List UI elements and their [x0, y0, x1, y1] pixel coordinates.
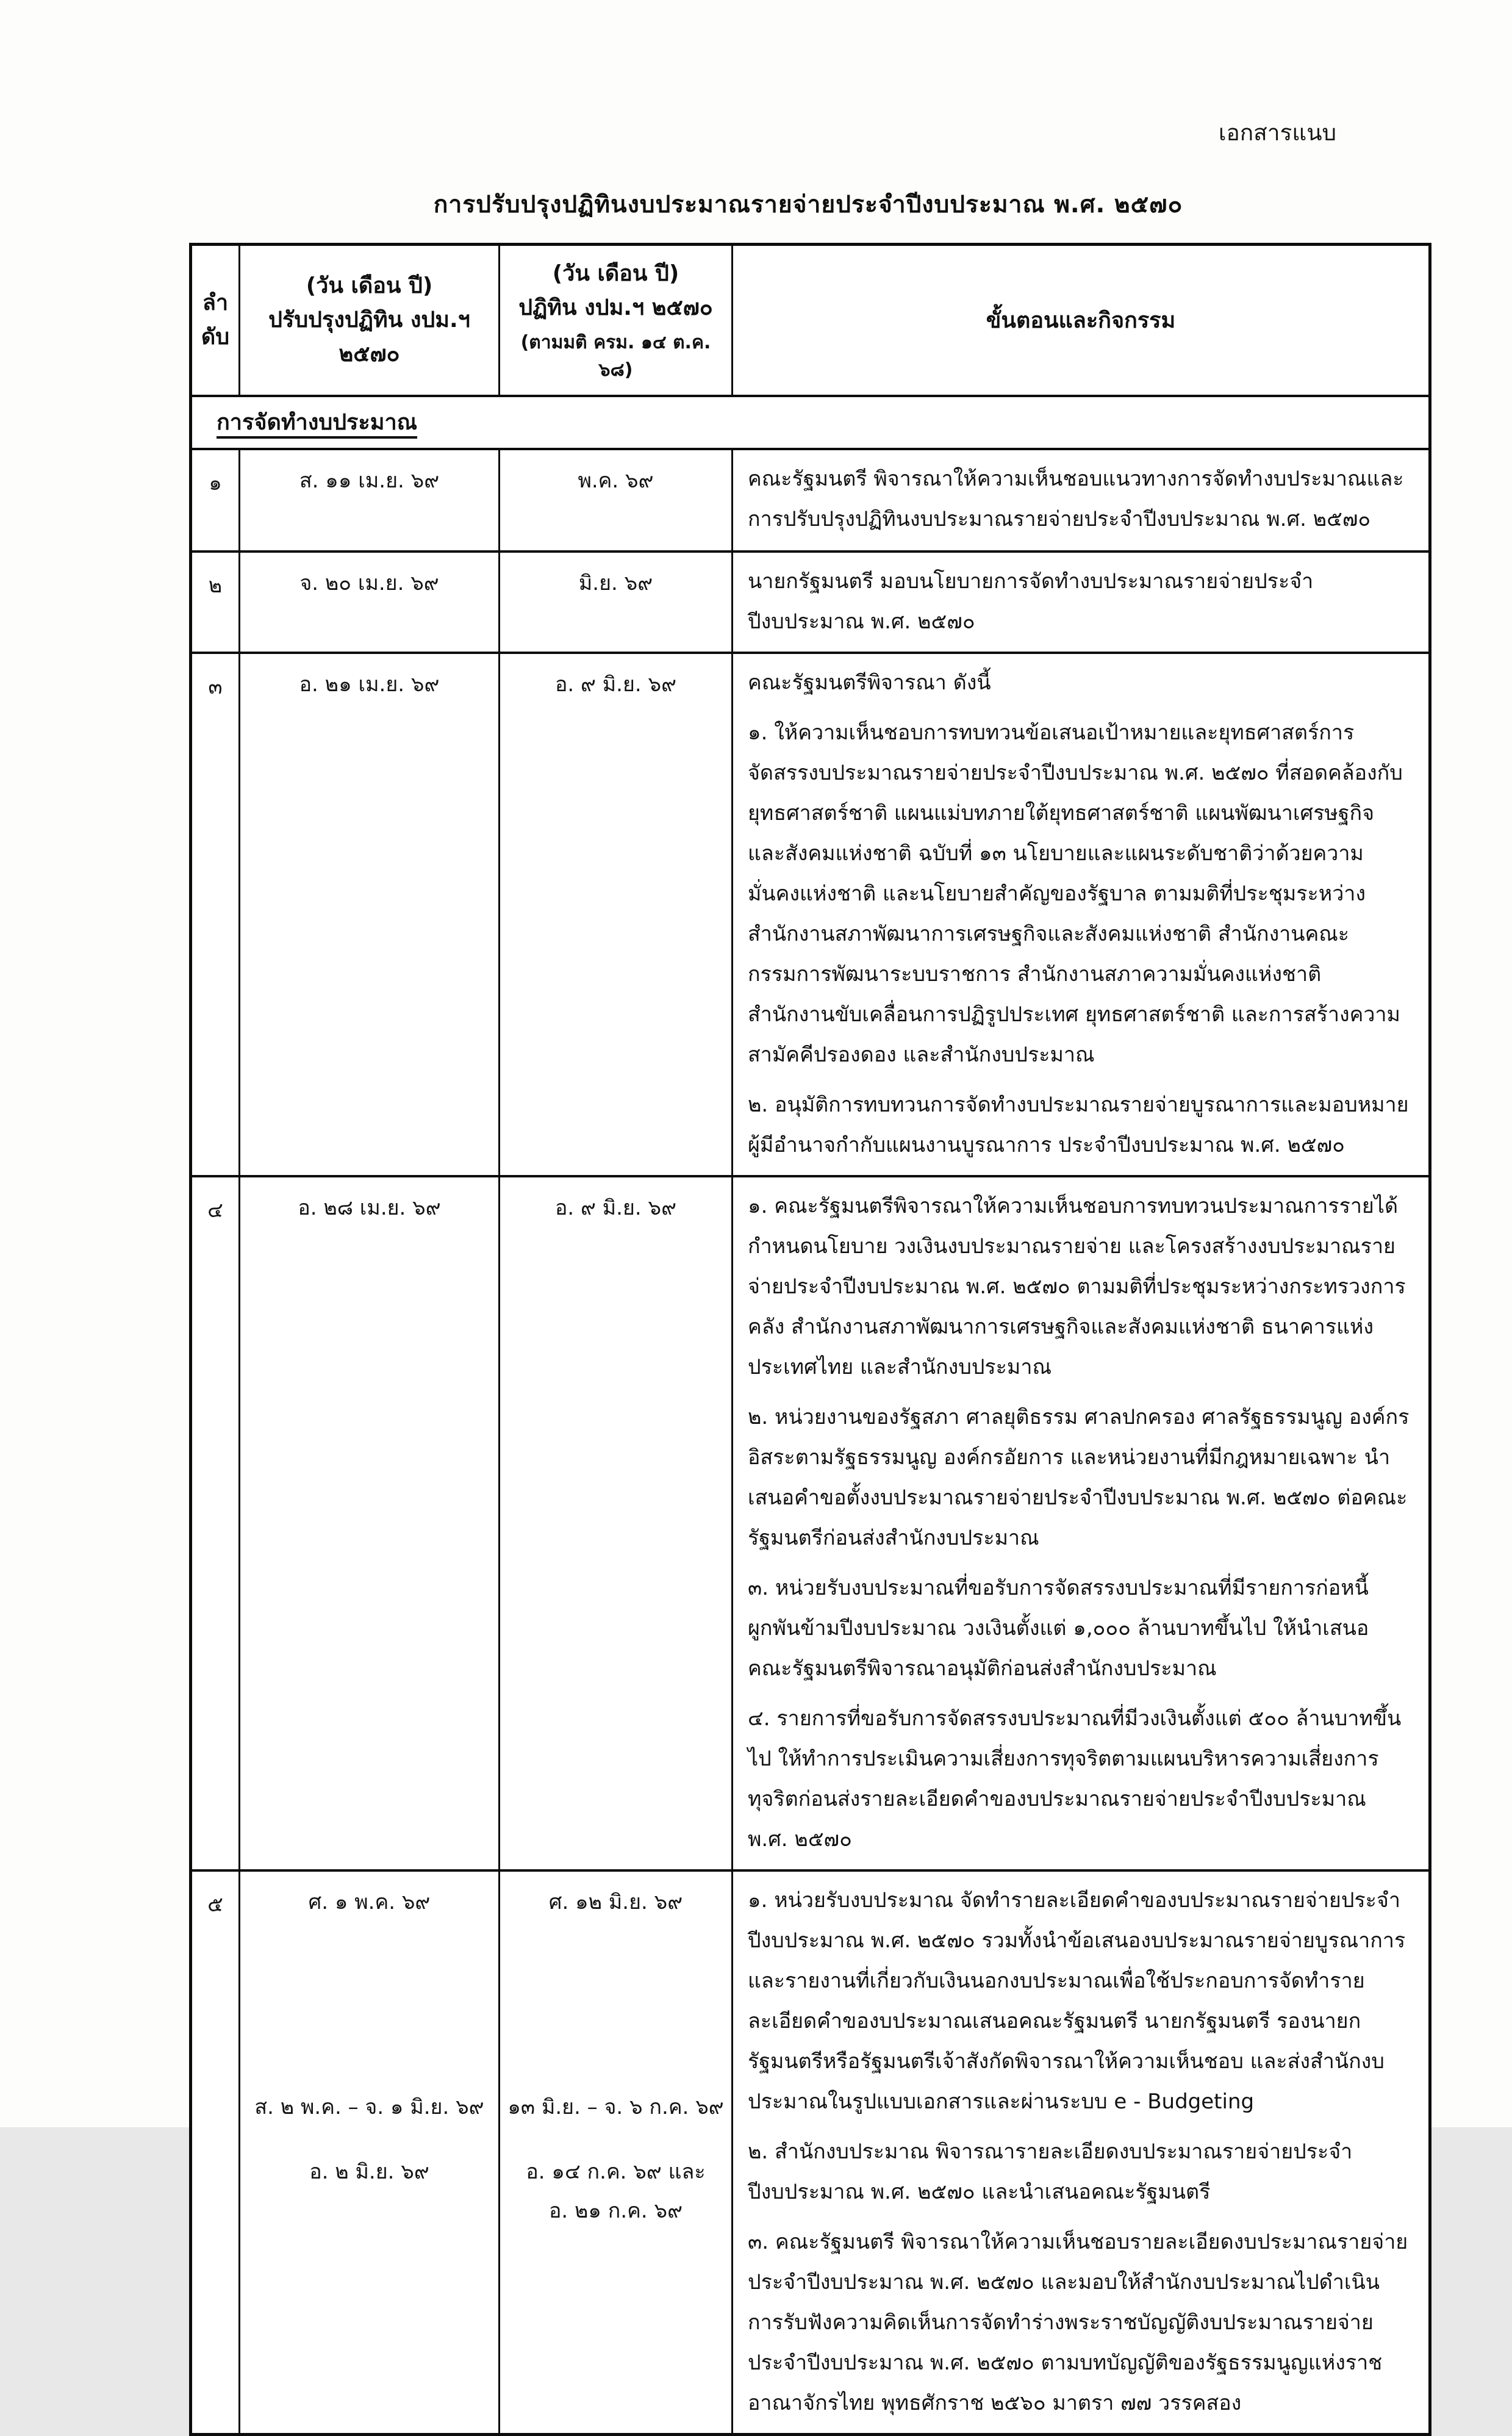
original-date: อ. ๙ มิ.ย. ๖๙ [555, 672, 676, 697]
col-header-original-line1: (วัน เดือน ปี) [552, 261, 679, 286]
attachment-label: เอกสารแนบ [1218, 120, 1336, 146]
activity-cell [733, 653, 1430, 1176]
original-date: อ. ๒๑ ก.ค. ๖๙ [548, 2198, 683, 2223]
original-date: ศ. ๑๒ มิ.ย. ๖๙ [548, 1889, 683, 1914]
col-header-revised-line1: (วัน เดือน ปี) [306, 273, 433, 299]
original-date: ๑๓ มิ.ย. – จ. ๖ ก.ค. ๖๙ [507, 2094, 724, 2119]
revised-date: อ. ๒ มิ.ย. ๖๙ [309, 2159, 429, 2184]
activity-paragraph: ๓. คณะรัฐมนตรี พิจารณาให้ความเห็นชอบรายละเอียดงบประมาณรายจ่ายประจำปีงบประมาณ พ.ศ. ๒๕๗๐ และมอบให้สำนักงบประมาณไปดำเนินการรับฟังความคิดเห็นการจัดทำร่างพระราชบัญญัติงบประมาณรายจ่ายประจำปีงบประมาณ พ.ศ. ๒๕๗๐ ตามบทบัญญัติของรัฐธรรมนูญแห่งราชอาณาจักรไทย พุทธศักราช ๒๕๖๐ มาตรา ๗๗ วรรคสอง [748, 2229, 1408, 2415]
revised-date: จ. ๒๐ เม.ย. ๖๙ [299, 570, 439, 595]
activity-paragraph: นายกรัฐมนตรี มอบนโยบายการจัดทำงบประมาณรายจ่ายประจำปีงบประมาณ พ.ศ. ๒๕๗๐ [748, 569, 1314, 634]
original-date: มิ.ย. ๖๙ [578, 570, 653, 595]
table-row [191, 653, 1430, 1176]
original-date-cell [500, 653, 733, 1176]
table-row [191, 449, 1430, 552]
activity-cell [733, 449, 1430, 552]
col-header-revised-line2: ปรับปรุงปฏิทิน งปม.ฯ ๒๕๗๐ [268, 307, 470, 367]
col-header-original-calendar [500, 245, 733, 396]
revised-date: ส. ๒ พ.ค. – จ. ๑ มิ.ย. ๖๙ [254, 2094, 484, 2119]
section-title: การจัดทำงบประมาณ [217, 410, 417, 439]
activity-paragraph: ๑. หน่วยรับงบประมาณ จัดทำรายละเอียดคำของบประมาณรายจ่ายประจำปีงบประมาณ พ.ศ. ๒๕๗๐ รวมทั้งนำข้อเสนองบประมาณรายจ่ายบูรณาการและรายงานที่เกี่ยวกับเงินนอกงบประมาณเพื่อใช้ประกอบการจัดทำรายละเอียดคำของบประมาณเสนอคณะรัฐมนตรี นายกรัฐมนตรี รองนายกรัฐมนตรีหรือรัฐมนตรีเจ้าสังกัดพิจารณาให้ความเห็นชอบ และส่งสำนักงบประมาณในรูปแบบเอกสารและผ่านระบบ e - Budgeting [748, 1888, 1406, 2114]
table-row [191, 552, 1430, 653]
activity-paragraph: ๓. หน่วยรับงบประมาณที่ขอรับการจัดสรรงบประมาณที่มีรายการก่อหนี้ผูกพันข้ามปีงบประมาณ วงเงินตั้งแต่ ๑,๐๐๐ ล้านบาทขึ้นไป ให้นำเสนอคณะรัฐมนตรีพิจารณาอนุมัติก่อนส่งสำนักงบประมาณ [748, 1575, 1369, 1681]
activity-paragraph: ๒. สำนักงบประมาณ พิจารณารายละเอียดงบประมาณรายจ่ายประจำปีงบประมาณ พ.ศ. ๒๕๗๐ และนำเสนอคณะรัฐมนตรี [748, 2139, 1353, 2204]
revised-date: ส. ๑๑ เม.ย. ๖๙ [299, 468, 440, 493]
col-header-sequence-line2: ดับ [201, 324, 230, 350]
revised-date-cell [240, 449, 500, 552]
row-number: ๔ [191, 1176, 240, 1870]
revised-date-cell [240, 653, 500, 1176]
revised-date: อ. ๒๑ เม.ย. ๖๙ [299, 672, 440, 697]
activity-cell [733, 1870, 1430, 2435]
activity-paragraph: คณะรัฐมนตรีพิจารณา ดังนี้ [748, 670, 991, 695]
header-row [191, 245, 1430, 396]
page-title: การปรับปรุงปฏิทินงบประมาณรายจ่ายประจำปีงบประมาณ พ.ศ. ๒๕๗๐ [433, 191, 1183, 218]
row-number: ๓ [191, 653, 240, 1176]
table-row [191, 1870, 1430, 2435]
original-date-cell [500, 1176, 733, 1870]
revised-date: อ. ๒๘ เม.ย. ๖๙ [298, 1195, 441, 1220]
revised-date-cell [240, 552, 500, 653]
col-header-steps-activities: ขั้นตอนและกิจกรรม [733, 245, 1430, 396]
col-header-sequence [191, 245, 240, 396]
original-date: อ. ๙ มิ.ย. ๖๙ [555, 1195, 676, 1220]
activity-cell [733, 552, 1430, 653]
row-number: ๑ [191, 449, 240, 552]
original-date: พ.ค. ๖๙ [578, 468, 654, 493]
activity-paragraph: คณะรัฐมนตรี พิจารณาให้ความเห็นชอบแนวทางการจัดทำงบประมาณและการปรับปรุงปฏิทินงบประมาณรายจ่ายประจำปีงบประมาณ พ.ศ. ๒๕๗๐ [748, 466, 1404, 531]
revised-date-cell [240, 1870, 500, 2435]
table-row [191, 1176, 1430, 1870]
col-header-original-line2: ปฏิทิน งปม.ฯ ๒๕๗๐ [518, 295, 713, 320]
revised-date: ศ. ๑ พ.ค. ๖๙ [308, 1889, 431, 1914]
section-row [191, 396, 1430, 449]
col-header-original-line3: (ตามมติ ครม. ๑๔ ต.ค. ๖๘) [520, 331, 711, 381]
revised-date-cell [240, 1176, 500, 1870]
col-header-sequence-line1: ลำ [202, 290, 229, 315]
activity-paragraph: ๒. อนุมัติการทบทวนการจัดทำงบประมาณรายจ่ายบูรณาการและมอบหมายผู้มีอำนาจกำกับแผนงานบูรณาการ ประจำปีงบประมาณ พ.ศ. ๒๕๗๐ [748, 1092, 1409, 1157]
row-number: ๒ [191, 552, 240, 653]
original-date: อ. ๑๔ ก.ค. ๖๙ และ [526, 2159, 706, 2184]
activity-paragraph: ๒. หน่วยงานของรัฐสภา ศาลยุติธรรม ศาลปกครอง ศาลรัฐธรรมนูญ องค์กรอิสระตามรัฐธรรมนูญ องค์กรอัยการ และหน่วยงานที่มีกฎหมายเฉพาะ นำเสนอคำขอตั้งงบประมาณรายจ่ายประจำปีงบประมาณ พ.ศ. ๒๕๗๐ ต่อคณะรัฐมนตรีก่อนส่งสำนักงบประมาณ [748, 1404, 1410, 1550]
original-date-cell [500, 449, 733, 552]
activity-paragraph: ๑. คณะรัฐมนตรีพิจารณาให้ความเห็นชอบการทบทวนประมาณการรายได้ กำหนดนโยบาย วงเงินงบประมาณรายจ่าย และโครงสร้างงบประมาณรายจ่ายประจำปีงบประมาณ พ.ศ. ๒๕๗๐ ตามมติที่ประชุมระหว่างกระทรวงการคลัง สำนักงานสภาพัฒนาการเศรษฐกิจและสังคมแห่งชาติ ธนาคารแห่งประเทศไทย และสำนักงบประมาณ [748, 1193, 1406, 1379]
original-date-cell [500, 552, 733, 653]
original-date-cell [500, 1870, 733, 2435]
section-title-cell [191, 396, 1430, 449]
budget-calendar-table [189, 243, 1431, 2436]
row-number: ๕ [191, 1870, 240, 2435]
activity-cell [733, 1176, 1430, 1870]
activity-paragraph: ๑. ให้ความเห็นชอบการทบทวนข้อเสนอเป้าหมายและยุทธศาสตร์การจัดสรรงบประมาณรายจ่ายประจำปีงบประมาณ พ.ศ. ๒๕๗๐ ที่สอดคล้องกับยุทธศาสตร์ชาติ แผนแม่บทภายใต้ยุทธศาสตร์ชาติ แผนพัฒนาเศรษฐกิจและสังคมแห่งชาติ ฉบับที่ ๑๓ นโยบายและแผนระดับชาติว่าด้วยความมั่นคงแห่งชาติ และนโยบายสำคัญของรัฐบาล ตามมติที่ประชุมระหว่างสำนักงานสภาพัฒนาการเศรษฐกิจและสังคมแห่งชาติ สำนักงานคณะกรรมการพัฒนาระบบราชการ สำนักงานสภาความมั่นคงแห่งชาติ สำนักงานขับเคลื่อนการปฏิรูปประเทศ ยุทธศาสตร์ชาติ และการสร้างความสามัคคีปรองดอง และสำนักงบประมาณ [748, 720, 1403, 1067]
col-header-revised-calendar [240, 245, 500, 396]
activity-paragraph: ๔. รายการที่ขอรับการจัดสรรงบประมาณที่มีวงเงินตั้งแต่ ๕๐๐ ล้านบาทขึ้นไป ให้ทำการประเมินความเสี่ยงการทุจริตตามแผนบริหารความเสี่ยงการทุจริตก่อนส่งรายละเอียดคำของบประมาณรายจ่ายประจำปีงบประมาณ พ.ศ. ๒๕๗๐ [748, 1706, 1402, 1852]
